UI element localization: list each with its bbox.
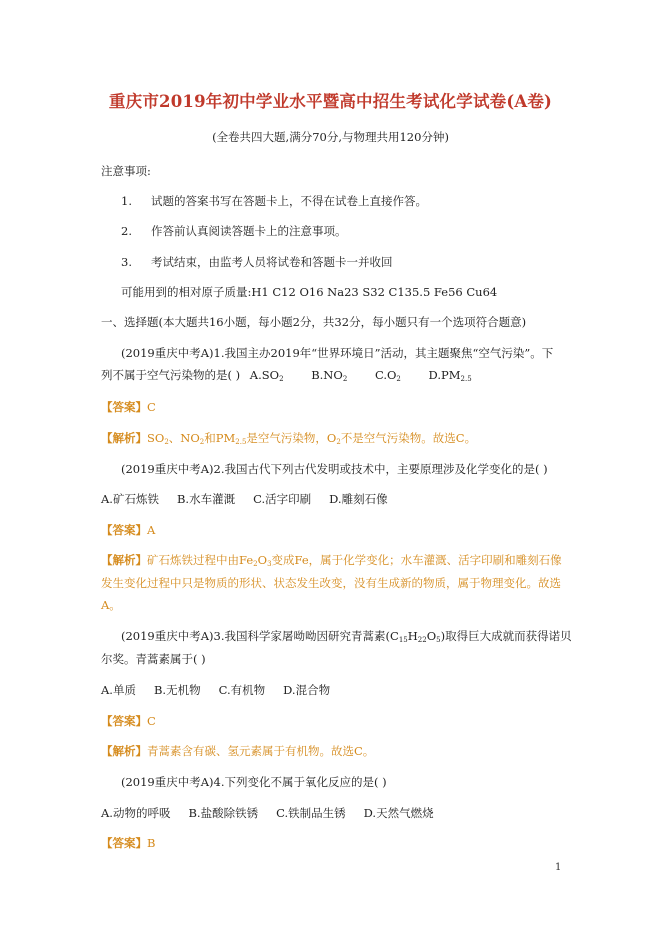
q3-option-a: A.单质: [101, 683, 136, 697]
notice-item-text: 作答前认真阅读答题卡上的注意事项。: [151, 224, 347, 238]
q1-option-c: $C.O_2$: [374, 368, 401, 383]
answer-tag: 【答案】: [101, 523, 147, 537]
exam-subtitle: (全卷共四大题,满分70分,与物理共用120分钟): [212, 130, 449, 144]
q2-option-a: A.矿石炼铁: [101, 492, 159, 506]
page-number: 1: [555, 862, 562, 873]
q3-options: [101, 682, 348, 698]
atomic-masses: 可能用到的相对原子质量:H1 C12 O16 Na23 S32 C135.5 Fe56 Cu64: [121, 285, 498, 299]
notice-item-3: [121, 254, 393, 270]
q2-option-c: C.活字印刷: [253, 492, 312, 506]
q2-option-d: D.雕刻石像: [329, 492, 388, 506]
notice-item-2: [121, 223, 347, 239]
q2-analysis-line3: A。: [101, 598, 121, 612]
q2-answer: [101, 522, 155, 538]
analysis-tag: 【解析】: [101, 431, 147, 445]
notice-item-text: 考试结束，由监考人员将试卷和答题卡一并收回: [151, 255, 393, 269]
q4-option-c: C.铁制品生锈: [276, 806, 346, 820]
q2-option-b: B.水车灌溉: [176, 492, 236, 506]
exam-title: 重庆市2019年初中学业水平暨高中招生考试化学试卷(A卷): [108, 92, 553, 111]
notice-item-number: 3.: [121, 255, 132, 269]
q4-option-a: A.动物的呼吸: [101, 806, 171, 820]
q4-stem: (2019重庆中考A)4.下列变化不属于氧化反应的是( ): [121, 775, 387, 789]
q3-answer: [101, 713, 156, 729]
q1-stem-line1: (2019重庆中考A)1.我国主办2019年“世界环境日”活动，其主题聚焦“空气污染”。下: [121, 346, 554, 360]
q1-option-b: $B.NO_2$: [311, 368, 348, 383]
q3-option-b: B.无机物: [153, 683, 201, 697]
q2-options: [101, 491, 406, 507]
notice-item-1: [121, 193, 427, 209]
answer-value: C: [147, 714, 156, 728]
analysis-text: $SO_2$、$NO_2$和$PM_{2.5}$是空气污染物，$O_2$不是空气污染物。故选C。: [147, 431, 477, 446]
answer-tag: 【答案】: [101, 836, 147, 850]
answer-value: C: [147, 400, 156, 414]
notice-heading: 注意事项:: [101, 164, 151, 178]
notice-item-text: 试题的答案书写在答题卡上，不得在试卷上直接作答。: [151, 194, 427, 208]
analysis-text: 青蒿素含有碳、氢元素属于有机物。故选C。: [147, 744, 375, 758]
analysis-text: 矿石炼铁过程中由$Fe_2O_3$变成Fe，属于化学变化；水车灌溉、活字印刷和雕刻石像: [147, 553, 562, 568]
answer-tag: 【答案】: [101, 714, 147, 728]
q4-option-b: B.盐酸除铁锈: [188, 806, 259, 820]
q1-answer: [101, 399, 156, 415]
q3-stem-line2: 尔奖。青蒿素属于( ): [101, 652, 206, 666]
q4-options: [101, 805, 452, 821]
q3-stem-line1: (2019重庆中考A)3.我国科学家屠呦呦因研究青蒿素$(C_{15}H_{22}O_5)$取得巨大成就而获得诺贝: [121, 629, 572, 644]
notice-item-number: 1.: [121, 194, 132, 208]
analysis-tag: 【解析】: [101, 553, 147, 567]
q4-answer: [101, 835, 155, 851]
q1-option-a: $A.SO_2$: [249, 368, 284, 383]
notice-item-number: 2.: [121, 224, 132, 238]
answer-value: B: [147, 836, 156, 850]
section-heading: 一、选择题(本大题共16小题，每小题2分，共32分，每小题只有一个选项符合题意): [101, 315, 527, 329]
q3-option-d: D.混合物: [283, 683, 331, 697]
q1-analysis: [101, 430, 476, 446]
q1-option-d: $D.PM_{2.5}$: [428, 368, 472, 383]
analysis-tag: 【解析】: [101, 744, 147, 758]
q1-stem-text: 列不属于空气污染物的是( ): [101, 368, 241, 382]
q4-option-d: D.天然气燃烧: [363, 806, 434, 820]
q2-stem: (2019重庆中考A)2.我国古代下列古代发明或技术中，主要原理涉及化学变化的是( ): [121, 462, 548, 476]
answer-value: A: [147, 523, 156, 537]
q3-analysis: [101, 743, 374, 759]
answer-tag: 【答案】: [101, 400, 147, 414]
q2-analysis-line1: [101, 552, 562, 568]
q3-option-c: C.有机物: [218, 683, 266, 697]
q2-analysis-line2: 发生变化过程中只是物质的形状、状态发生改变，没有生成新的物质，属于物理变化。故选: [101, 576, 561, 590]
q1-stem-line2: [101, 367, 490, 383]
